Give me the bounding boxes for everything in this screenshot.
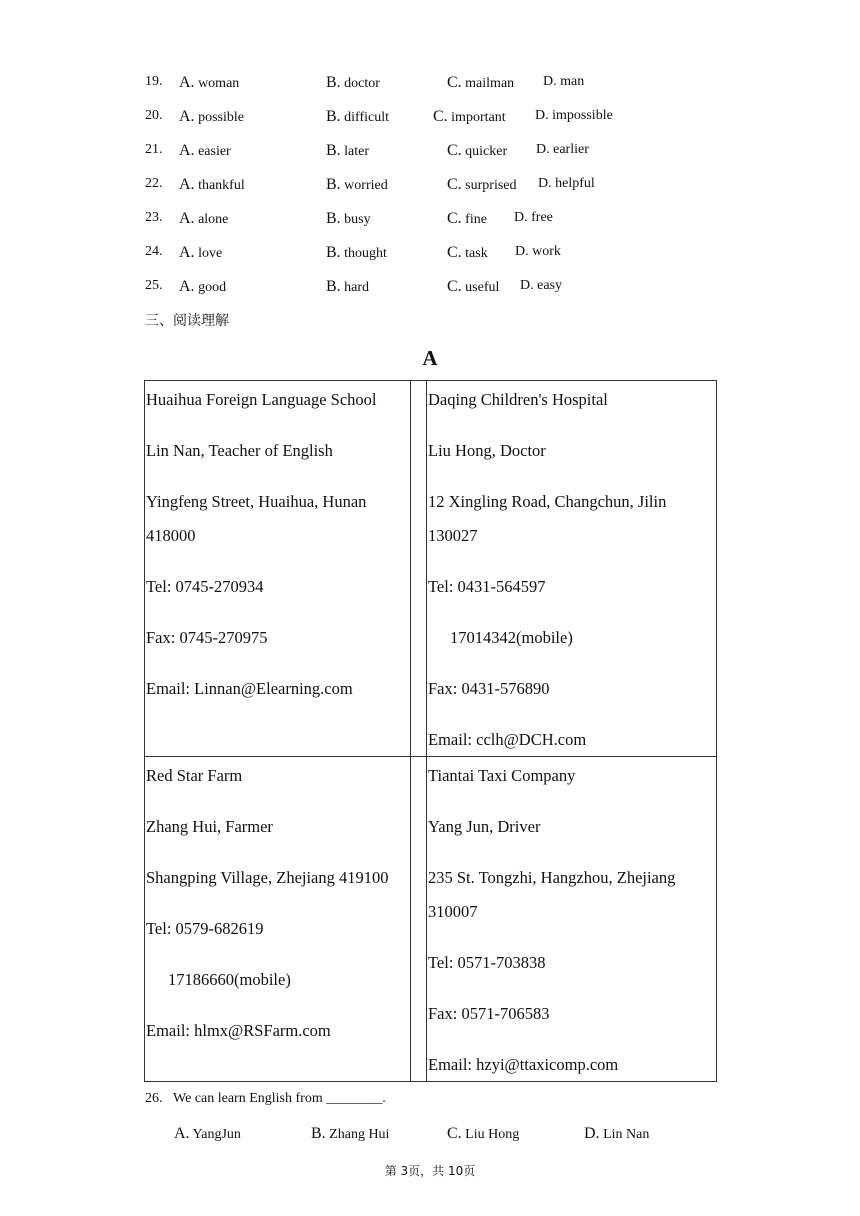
card-address: Shangping Village, Zhejiang 419100 bbox=[146, 868, 389, 887]
question-row bbox=[145, 244, 645, 264]
business-card-table bbox=[144, 380, 717, 1082]
question-row bbox=[145, 278, 645, 298]
card-tel: Tel: 0431-564597 bbox=[428, 577, 546, 596]
card-postcode: 418000 bbox=[146, 526, 196, 545]
card-mobile: 17014342(mobile) bbox=[450, 628, 573, 647]
passage-title: A bbox=[422, 346, 438, 370]
option-b: B. worried bbox=[326, 176, 388, 193]
option-b: B. hard bbox=[326, 278, 370, 295]
question-row bbox=[145, 74, 645, 94]
question-number: 23. bbox=[145, 210, 163, 225]
page-footer: 第 3页，共 10页 bbox=[384, 1164, 476, 1178]
card-person: Zhang Hui, Farmer bbox=[146, 817, 273, 836]
option-d: D. free bbox=[514, 210, 553, 225]
card-address: 12 Xingling Road, Changchun, Jilin bbox=[428, 492, 667, 511]
option-a: A. YangJun bbox=[174, 1125, 241, 1142]
question-row bbox=[145, 142, 645, 162]
option-a: A. possible bbox=[179, 108, 244, 125]
option-c: C. useful bbox=[447, 278, 500, 295]
option-c: C. Liu Hong bbox=[447, 1125, 520, 1142]
card-tel: Tel: 0571-703838 bbox=[428, 953, 546, 972]
option-c: C. quicker bbox=[447, 142, 508, 159]
card-organization: Daqing Children's Hospital bbox=[428, 390, 608, 409]
section-title: 三、阅读理解 bbox=[145, 313, 229, 329]
card-mobile: 17186660(mobile) bbox=[168, 970, 291, 989]
option-a: A. love bbox=[179, 244, 223, 261]
card-organization: Huaihua Foreign Language School bbox=[146, 390, 377, 409]
option-b: B. later bbox=[326, 142, 370, 159]
column-divider bbox=[410, 381, 411, 1081]
option-d: D. man bbox=[543, 74, 585, 89]
card-fax: Fax: 0431-576890 bbox=[428, 679, 550, 698]
option-c: C. task bbox=[447, 244, 488, 261]
option-a: A. woman bbox=[179, 74, 240, 91]
card-postcode: 310007 bbox=[428, 902, 478, 921]
option-c: C. fine bbox=[447, 210, 487, 227]
question-number: 26. bbox=[145, 1091, 163, 1106]
question-row bbox=[145, 108, 645, 128]
card-person: Liu Hong, Doctor bbox=[428, 441, 546, 460]
card-person: Yang Jun, Driver bbox=[428, 817, 541, 836]
option-a: A. thankful bbox=[179, 176, 245, 193]
option-b: B. busy bbox=[326, 210, 371, 227]
column-divider bbox=[426, 381, 427, 1081]
card-fax: Fax: 0745-270975 bbox=[146, 628, 268, 647]
question-number: 24. bbox=[145, 244, 163, 259]
option-d: D. Lin Nan bbox=[584, 1125, 650, 1142]
card-email: Email: hlmx@RSFarm.com bbox=[146, 1021, 331, 1040]
option-d: D. easy bbox=[520, 278, 563, 293]
card-tel: Tel: 0579-682619 bbox=[146, 919, 264, 938]
card-organization: Tiantai Taxi Company bbox=[428, 766, 576, 785]
question-number: 25. bbox=[145, 278, 163, 293]
card-email: Email: hzyi@ttaxicomp.com bbox=[428, 1055, 619, 1074]
question-stem: We can learn English from ________. bbox=[173, 1091, 386, 1106]
card-fax: Fax: 0571-706583 bbox=[428, 1004, 550, 1023]
option-a: A. alone bbox=[179, 210, 229, 227]
card-address: 235 St. Tongzhi, Hangzhou, Zhejiang bbox=[428, 868, 676, 887]
question-number: 22. bbox=[145, 176, 163, 191]
option-b: B. doctor bbox=[326, 74, 380, 91]
option-a: A. good bbox=[179, 278, 227, 295]
card-postcode: 130027 bbox=[428, 526, 478, 545]
option-c: C. important bbox=[433, 108, 506, 125]
option-b: B. thought bbox=[326, 244, 387, 261]
option-d: D. earlier bbox=[536, 142, 589, 157]
option-d: D. work bbox=[515, 244, 561, 259]
card-email: Email: cclh@DCH.com bbox=[428, 730, 587, 749]
card-email: Email: Linnan@Elearning.com bbox=[146, 679, 353, 698]
option-c: C. surprised bbox=[447, 176, 517, 193]
option-b: B. Zhang Hui bbox=[311, 1125, 390, 1142]
option-d: D. helpful bbox=[538, 176, 595, 191]
option-d: D. impossible bbox=[535, 108, 613, 123]
question-row bbox=[145, 176, 645, 196]
option-b: B. difficult bbox=[326, 108, 390, 125]
option-c: C. mailman bbox=[447, 74, 515, 91]
question-number: 20. bbox=[145, 108, 163, 123]
option-a: A. easier bbox=[179, 142, 231, 159]
card-person: Lin Nan, Teacher of English bbox=[146, 441, 333, 460]
row-divider bbox=[145, 756, 716, 757]
card-address: Yingfeng Street, Huaihua, Hunan bbox=[146, 492, 367, 511]
card-organization: Red Star Farm bbox=[146, 766, 243, 785]
question-26 bbox=[145, 1091, 386, 1107]
question-number: 21. bbox=[145, 142, 163, 157]
question-number: 19. bbox=[145, 74, 163, 89]
card-tel: Tel: 0745-270934 bbox=[146, 577, 264, 596]
question-row bbox=[145, 210, 645, 230]
